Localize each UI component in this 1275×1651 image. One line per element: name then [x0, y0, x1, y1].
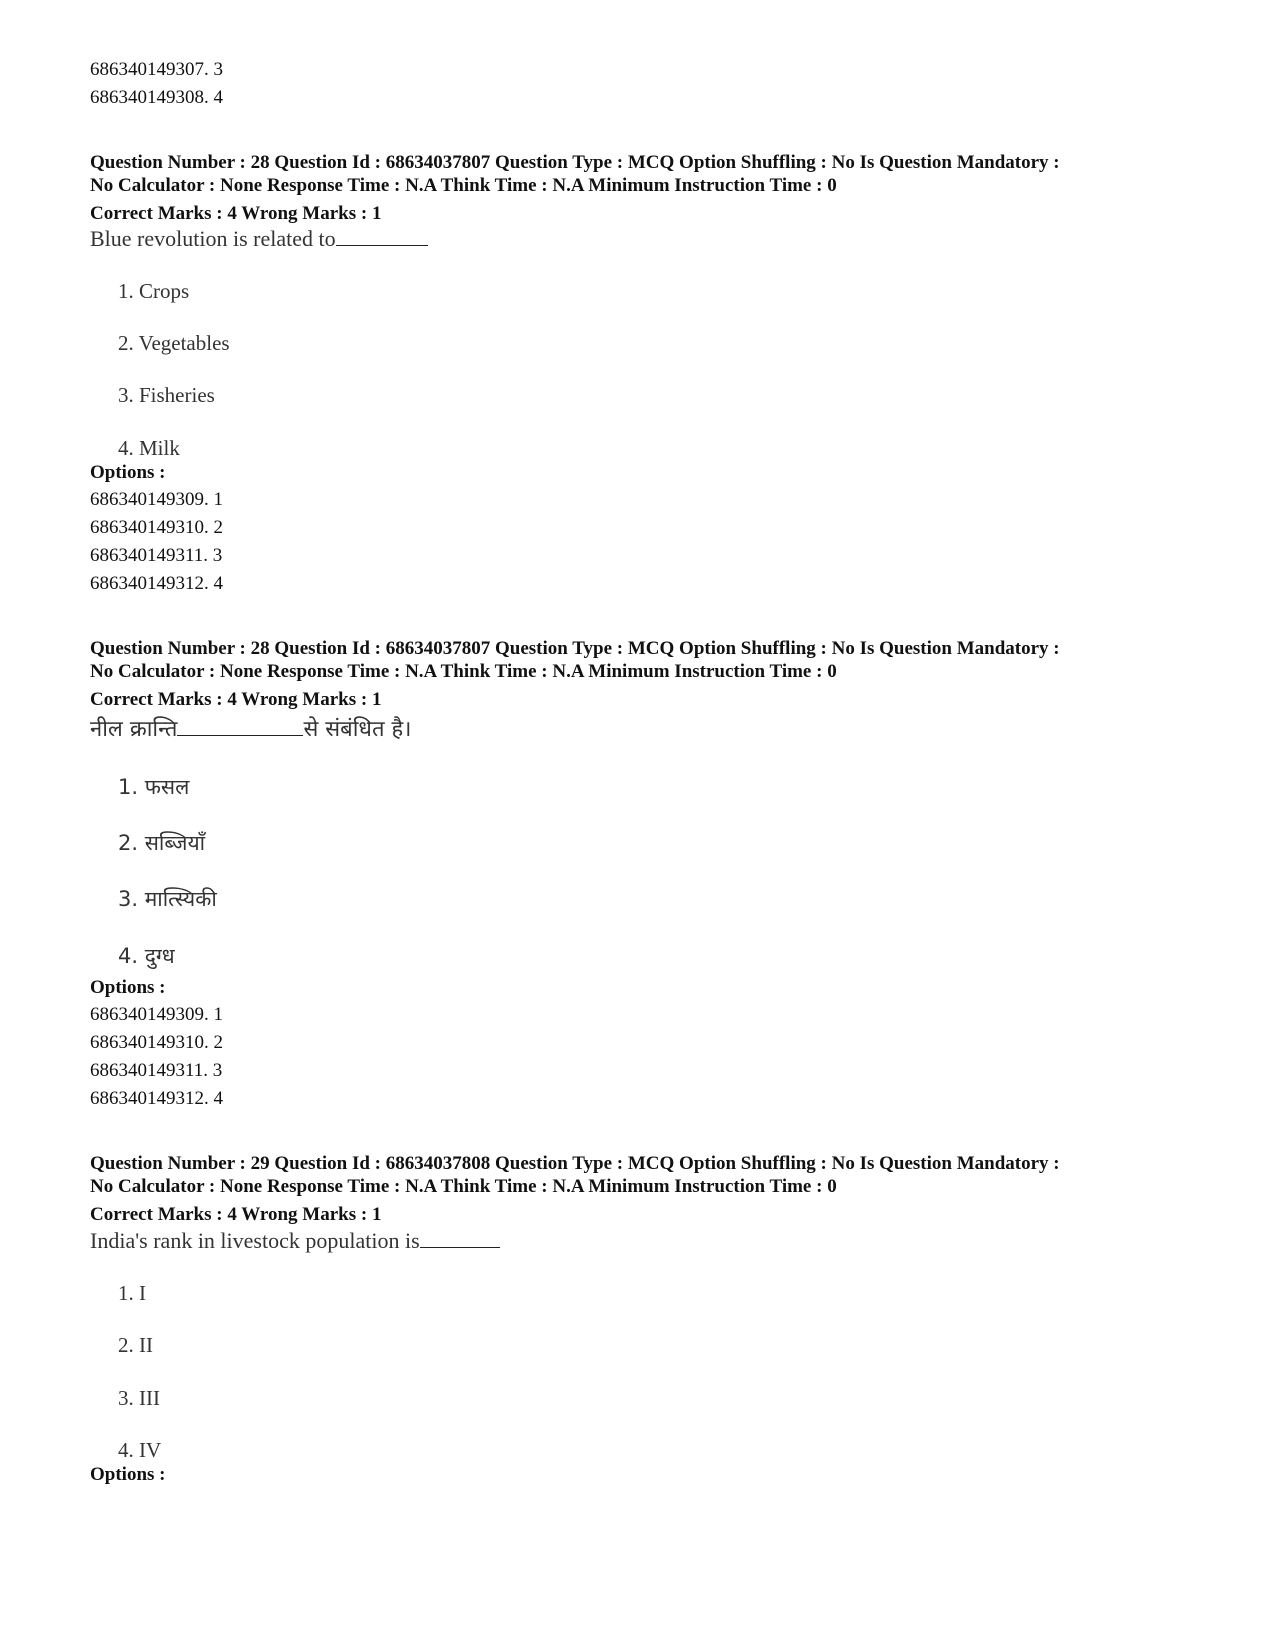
answer-choice: 3. III: [118, 1386, 160, 1410]
answer-choice: 1. Crops: [118, 279, 190, 303]
question-stem: [90, 226, 428, 252]
answer-blank: [177, 734, 303, 736]
answer-choice: 2. II: [118, 1333, 153, 1357]
question-stem-text: से संबंधित है।: [303, 717, 412, 742]
answer-choice: 4. Milk: [118, 436, 180, 460]
question-header-line: Question Number : 28 Question Id : 68634037807 Question Type : MCQ Option Shuffling : No Is Question Mandatory :: [90, 638, 1060, 659]
answer-choice: 4. IV: [118, 1438, 162, 1462]
option-line: 686340149311. 3: [90, 1060, 223, 1081]
options-heading: Options :: [90, 977, 166, 998]
option-line: 686340149311. 3: [90, 545, 223, 566]
answer-blank: [336, 244, 428, 246]
answer-choice: 2. सब्जियाँ: [118, 831, 206, 855]
question-marks: Correct Marks : 4 Wrong Marks : 1: [90, 203, 382, 224]
question-stem-text: Blue revolution is related to: [90, 226, 336, 251]
answer-blank: [420, 1246, 500, 1248]
answer-choice: 1. फसल: [118, 775, 190, 799]
question-header-line: No Calculator : None Response Time : N.A Think Time : N.A Minimum Instruction Time : 0: [90, 175, 837, 196]
answer-choice: 3. Fisheries: [118, 383, 215, 407]
question-marks: Correct Marks : 4 Wrong Marks : 1: [90, 1204, 382, 1225]
option-line: 686340149312. 4: [90, 573, 223, 594]
option-line: 686340149309. 1: [90, 1004, 223, 1025]
question-header-line: No Calculator : None Response Time : N.A Think Time : N.A Minimum Instruction Time : 0: [90, 661, 837, 682]
question-stem-text: नील क्रान्ति: [90, 717, 178, 742]
answer-choice: 4. दुग्ध: [118, 944, 175, 968]
question-stem: [90, 1228, 500, 1254]
question-stem-text: India's rank in livestock population is: [90, 1228, 420, 1253]
options-heading: Options :: [90, 1464, 166, 1485]
answer-choice: 2. Vegetables: [118, 331, 230, 355]
option-line: 686340149310. 2: [90, 517, 223, 538]
option-line: 686340149312. 4: [90, 1088, 223, 1109]
question-stem: [90, 717, 412, 743]
option-line: 686340149310. 2: [90, 1032, 223, 1053]
question-header-line: Question Number : 29 Question Id : 68634037808 Question Type : MCQ Option Shuffling : No Is Question Mandatory :: [90, 1153, 1060, 1174]
question-header-line: Question Number : 28 Question Id : 68634037807 Question Type : MCQ Option Shuffling : No Is Question Mandatory :: [90, 152, 1060, 173]
option-line: 686340149308. 4: [90, 87, 223, 108]
question-header-line: No Calculator : None Response Time : N.A Think Time : N.A Minimum Instruction Time : 0: [90, 1176, 837, 1197]
answer-choice: 1. I: [118, 1281, 146, 1305]
option-line: 686340149309. 1: [90, 489, 223, 510]
answer-choice: 3. मात्स्यिकी: [118, 887, 217, 911]
question-marks: Correct Marks : 4 Wrong Marks : 1: [90, 689, 382, 710]
options-heading: Options :: [90, 462, 166, 483]
option-line: 686340149307. 3: [90, 59, 223, 80]
